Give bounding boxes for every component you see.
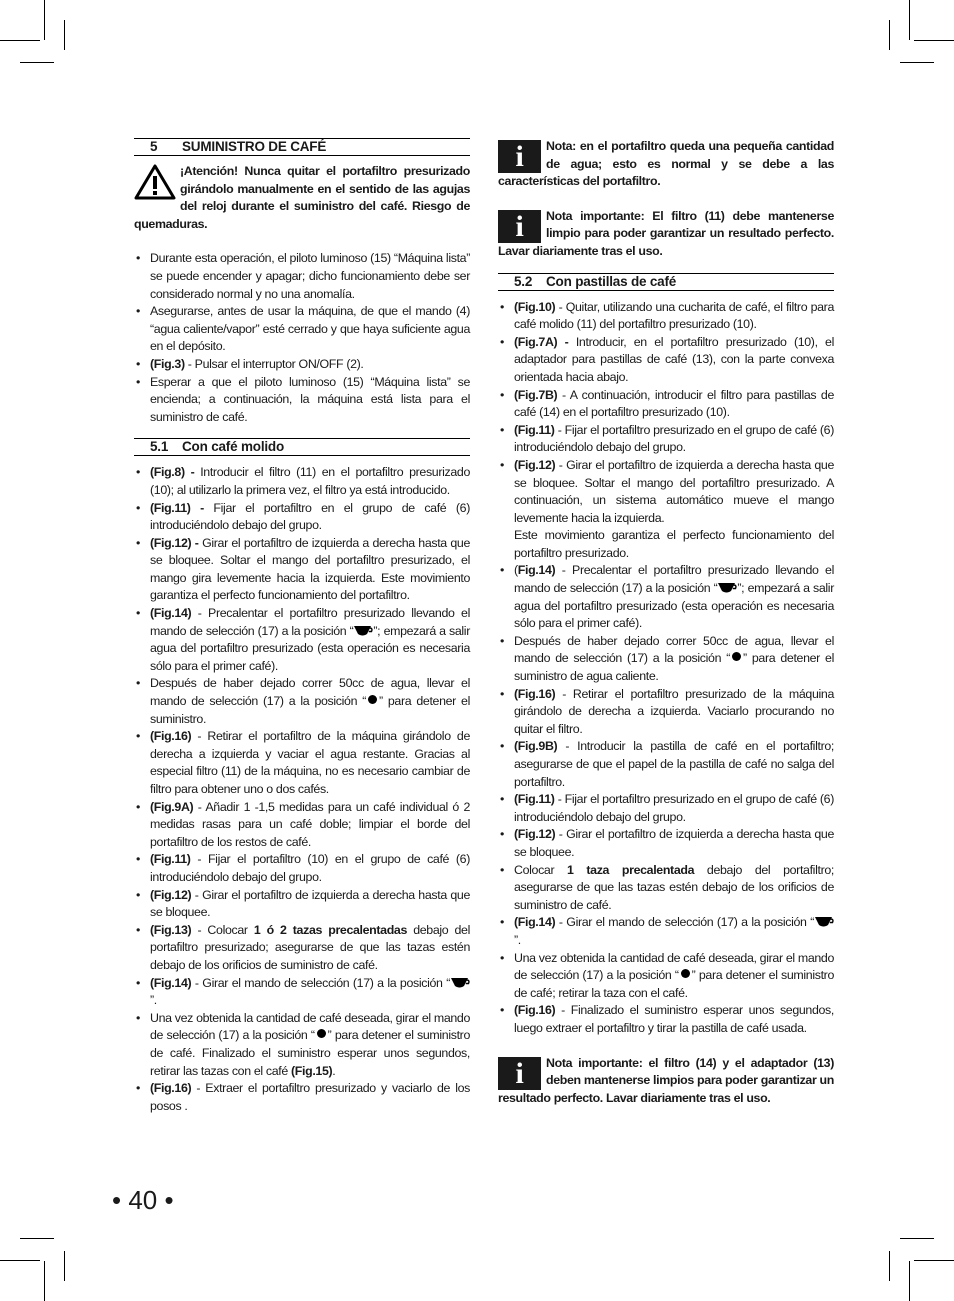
text: ”; empezará a salir agua del portafiltro presurizado (esta operación es necesaria sólo para el primer café). (514, 581, 834, 631)
list-item (498, 862, 834, 915)
text: - Retirar el portafiltro de la máquina girándolo de derecha a izquierda y vaciar el agua restante. Gracias al especial filtro (11) de la máquina, no es necesario cambiar de filtro para obtener uno o dos cafés. (150, 729, 470, 796)
list-item (498, 387, 834, 422)
crop-mark (909, 0, 910, 40)
crop-mark (20, 1238, 54, 1239)
figure-ref: (Fig.15) (291, 1063, 333, 1078)
text: ” para detener el suministro de agua caliente. (514, 651, 834, 684)
text: Después de haber dejado correr 50cc de agua, llevar el mando de selección (17) a la posición “ (150, 676, 470, 709)
text: - Extraer el portafiltro presurizado y vaciarlo de los posos . (150, 1081, 470, 1113)
text: - Finalizado el suministro esperar unos segundos, luego extraer el portafiltro y tirar la pastilla de café usada. (514, 1003, 834, 1035)
figure-ref: (Fig.11) (514, 422, 555, 437)
left-column (134, 138, 470, 1115)
text: debajo del portafiltro; asegurarse de que las tazas estén debajo de los orificios de suministro de café. (514, 862, 834, 912)
text: ” para detener el suministro. (150, 694, 470, 726)
text: - Fijar el portafiltro presurizado en el grupo de café (6) introduciéndolo debajo del grupo. (514, 422, 834, 455)
text: Durante esta operación, el piloto luminoso (15) “Máquina lista” se puede encender y apagar; dicho funcionamiento debe ser considerado normal y no una anomalía. (150, 251, 470, 301)
section-title: Con café molido (182, 439, 285, 455)
page-number: • 40 • (112, 1185, 174, 1215)
text: ”. (150, 993, 157, 1008)
figure-ref: Fig.14) (517, 563, 556, 578)
text: ” para detener el suministro de café. Finalizado el suministro esperar unos segundos, retirar las tazas con el café (150, 1028, 471, 1078)
crop-mark (909, 1261, 910, 1301)
coffee-cup-icon (450, 977, 470, 988)
section-number: 5 (150, 139, 158, 154)
figure-ref: (Fig.10) (514, 299, 556, 314)
text: - Girar el mando de selección (17) a la posición “ (555, 915, 814, 930)
figure-ref: (Fig.16) (514, 686, 556, 701)
list-item (498, 633, 834, 686)
figure-ref: (Fig.16) (150, 729, 192, 744)
list-item (498, 299, 834, 334)
text: - A continuación, introducir el filtro para pastillas de café (14) en el portafiltro presurizado (10). (514, 387, 834, 420)
coffee-cup-icon (814, 916, 834, 927)
info-icon: i (498, 1057, 541, 1090)
text: - Girar el portafiltro de izquierda a derecha hasta que se bloquee. (150, 887, 470, 920)
figure-ref: (Fig.9B) (514, 739, 558, 754)
text: ” para detener el suministro de café; retirar la taza con el café. (514, 968, 835, 1000)
figure-ref: (Fig.3) (150, 356, 185, 371)
section-5-1-heading (134, 438, 470, 456)
text: - Quitar, utilizando una cucharita de café, el filtro para café molido (11) del portafiltro presurizado (10). (514, 299, 834, 332)
list-item (134, 728, 470, 798)
section-number: 5.1 (150, 439, 169, 455)
list-item (134, 374, 470, 427)
figure-ref: (Fig.16) (150, 1081, 192, 1096)
text: ”; empezará a salir agua del portafiltro presurizado (esta operación es necesaria sólo para el primer café). (150, 623, 470, 673)
stop-position-dot-icon (317, 1029, 326, 1038)
list-item (498, 914, 834, 949)
list-item (498, 950, 834, 1003)
crop-mark (889, 1251, 890, 1281)
coffee-cup-icon (353, 625, 373, 636)
figure-ref: (Fig.8) - (150, 465, 195, 480)
section-5-list (134, 250, 470, 426)
text: - Precalentar el portafiltro presurizado llevando el mando de selección (17) a la posición “ (150, 606, 470, 638)
section-5-heading (134, 138, 470, 156)
section-title: SUMINISTRO DE CAFÉ (182, 139, 327, 154)
text: - Introducir la pastilla de café en el portafiltro; asegurarse de que el papel de la pastilla de café no salga del portafiltro. (514, 739, 834, 789)
text: Después de haber dejado correr 50cc de agua, llevar el mando de selección (17) a la posición “ (514, 633, 834, 666)
list-item (498, 791, 834, 826)
list-item (134, 1080, 470, 1115)
text: - Añadir 1 -1,5 medidas para un café individual ó 2 medidas rasas para un café doble; limpiar el borde del portafiltro de los restos de café. (150, 799, 470, 849)
info-note-2 (498, 208, 834, 261)
stop-position-dot-icon (681, 969, 690, 978)
list-item (498, 457, 834, 563)
text: - Girar el mando de selección (17) a la posición “ (191, 975, 450, 990)
info-icon: i (498, 210, 541, 243)
crop-mark (900, 1238, 934, 1239)
list-item (134, 250, 470, 303)
list-item (498, 562, 834, 632)
text: . (332, 1063, 336, 1078)
list-item (134, 535, 470, 605)
stop-position-dot-icon (368, 695, 377, 704)
text: Este movimiento garantiza el perfecto funcionamiento del portafiltro presurizado. (514, 528, 834, 560)
list-item (134, 356, 470, 374)
text: Introducir, en el portafiltro presurizado (10), el adaptador para pastillas de café (13), con la parte convexa orientada hacia abajo. (514, 334, 834, 384)
crop-mark (44, 0, 45, 40)
list-item (498, 738, 834, 791)
text: Fijar el portafiltro en el grupo de café (6) introduciéndolo debajo del grupo. (150, 500, 470, 533)
text: - Girar el portafiltro de izquierda a derecha hasta que se bloquee. Soltar el mango del portafiltro presurizado. A continuación, un sistema automático mueve el mango levemente hacia la izquierda. (514, 457, 834, 525)
crop-mark (20, 62, 54, 63)
info-icon: i (498, 140, 541, 173)
list-item (498, 686, 834, 739)
crop-mark (914, 40, 954, 41)
figure-ref: (Fig.7B) (514, 387, 558, 402)
figure-ref: 1 taza precalentada (567, 862, 695, 877)
section-title: Con pastillas de café (546, 273, 677, 289)
crop-mark (914, 1260, 954, 1261)
list-item (134, 887, 470, 922)
crop-mark (0, 1260, 40, 1261)
stop-position-dot-icon (732, 652, 741, 661)
warning-block (134, 163, 470, 233)
crop-mark (0, 40, 40, 41)
section-5-1-list (134, 464, 470, 1115)
list-item (498, 1002, 834, 1037)
crop-mark (64, 20, 65, 50)
text: debajo del portafiltro presurizado; asegurarse de que las tazas estén debajo de los orificios de suministro de café. (150, 922, 471, 972)
text: Introducir el filtro (11) en el portafiltro presurizado (10); al utilizarlo la primera vez, el filtro ya está introducido. (150, 465, 470, 497)
list-item (498, 826, 834, 861)
crop-mark (64, 1251, 65, 1281)
warning-triangle-icon (134, 164, 176, 200)
figure-ref: (Fig.14) (150, 606, 192, 621)
text: Esperar a que el piloto luminoso (15) “Máquina lista” se encienda; a continuación, la máquina está lista para el suministro de café. (150, 374, 470, 424)
list-item (134, 605, 470, 675)
note-text: Nota importante: El filtro (11) debe mantenerse limpio para poder garantizar un resultado perfecto. Lavar diariamente tras el uso. (498, 208, 834, 258)
section-5-2-list (498, 299, 834, 1038)
warning-text: ¡Atención! Nunca quitar el portafiltro presurizado girándolo manualmente en el sentido de las agujas del reloj durante el suministro del café. Riesgo de quemaduras. (134, 164, 470, 231)
text: Una vez obtenida la cantidad de café deseada, girar el mando de selección (17) a la posición “ (514, 950, 834, 983)
text: ( (514, 563, 518, 578)
text: - Fijar el portafiltro (10) en el grupo de café (6) introduciéndolo debajo del grupo. (150, 852, 470, 884)
figure-ref: (Fig.12) - (150, 535, 199, 550)
list-item (134, 799, 470, 852)
info-note-1 (498, 138, 834, 191)
crop-mark (900, 62, 934, 63)
coffee-cup-icon (717, 582, 737, 593)
figure-ref: (Fig.11) (514, 792, 555, 807)
list-item (134, 675, 470, 728)
list-item (498, 334, 834, 387)
list-item (134, 975, 470, 1010)
figure-ref: (Fig.14) (514, 915, 556, 930)
figure-ref: (Fig.12) (514, 457, 556, 472)
info-note-3 (498, 1055, 834, 1108)
section-number: 5.2 (514, 273, 533, 289)
text: Colocar (514, 862, 568, 877)
figure-ref: (Fig.12) (150, 887, 192, 902)
list-item (134, 1010, 470, 1080)
list-item (134, 303, 470, 356)
figure-ref: (Fig.7A) - (514, 334, 569, 349)
list-item (498, 422, 834, 457)
list-item (134, 922, 470, 975)
text: - Girar el portafiltro de izquierda a derecha hasta que se bloquee. (514, 827, 834, 859)
figure-ref: (Fig.12) (514, 827, 556, 842)
text: - Retirar el portafiltro presurizado de la máquina girándolo de derecha a izquierda. Vaciarlo procurando no quitar el filtro. (514, 686, 834, 736)
figure-ref: (Fig.13) (150, 922, 192, 937)
text: - Fijar el portafiltro presurizado en el grupo de café (6) introduciéndolo debajo del grupo. (514, 792, 834, 824)
note-text: Nota importante: el filtro (14) y el adaptador (13) deben mantenerse limpios para poder garantizar un resultado perfecto. Lavar diariamente tras el uso. (498, 1055, 834, 1105)
section-5-2-heading (498, 273, 834, 291)
text: - Precalentar el portafiltro presurizado llevando el mando de selección (17) a la posición “ (514, 563, 834, 596)
figure-ref: (Fig.11) - (150, 500, 204, 515)
crop-mark (44, 1261, 45, 1301)
text: - Pulsar el interruptor ON/OFF (2). (184, 356, 364, 371)
figure-ref: (Fig.14) (150, 975, 192, 990)
text: - Colocar (191, 922, 254, 937)
right-column (498, 138, 834, 1107)
note-text: Nota: en el portafiltro queda una pequeña cantidad de agua; esto es normal y se debe a las características del portafiltro. (498, 139, 834, 189)
figure-ref: (Fig.11) (150, 852, 191, 867)
figure-ref: (Fig.9A) (150, 799, 194, 814)
text: Una vez obtenida la cantidad de café deseada, girar el mando de selección (17) a la posición “ (150, 1010, 470, 1043)
bold-text: 1 ó 2 tazas precalentadas (253, 922, 408, 937)
crop-mark (889, 20, 890, 50)
text: ”. (514, 932, 521, 947)
text: Girar el portafiltro de izquierda a derecha hasta que se bloquee. Soltar el mango del portafiltro presurizado, el mango gira levemente hacia la izquierda. Este movimiento garantiza el perfecto funcionamiento del portafiltro. (150, 535, 470, 603)
list-item (134, 851, 470, 886)
list-item (134, 464, 470, 499)
figure-ref: (Fig.16) (514, 1003, 556, 1018)
text: Asegurarse, antes de usar la máquina, de que el mando (4) “agua caliente/vapor” esté cerrado y que haya suficiente agua en el depósito. (150, 304, 470, 354)
list-item (134, 500, 470, 535)
